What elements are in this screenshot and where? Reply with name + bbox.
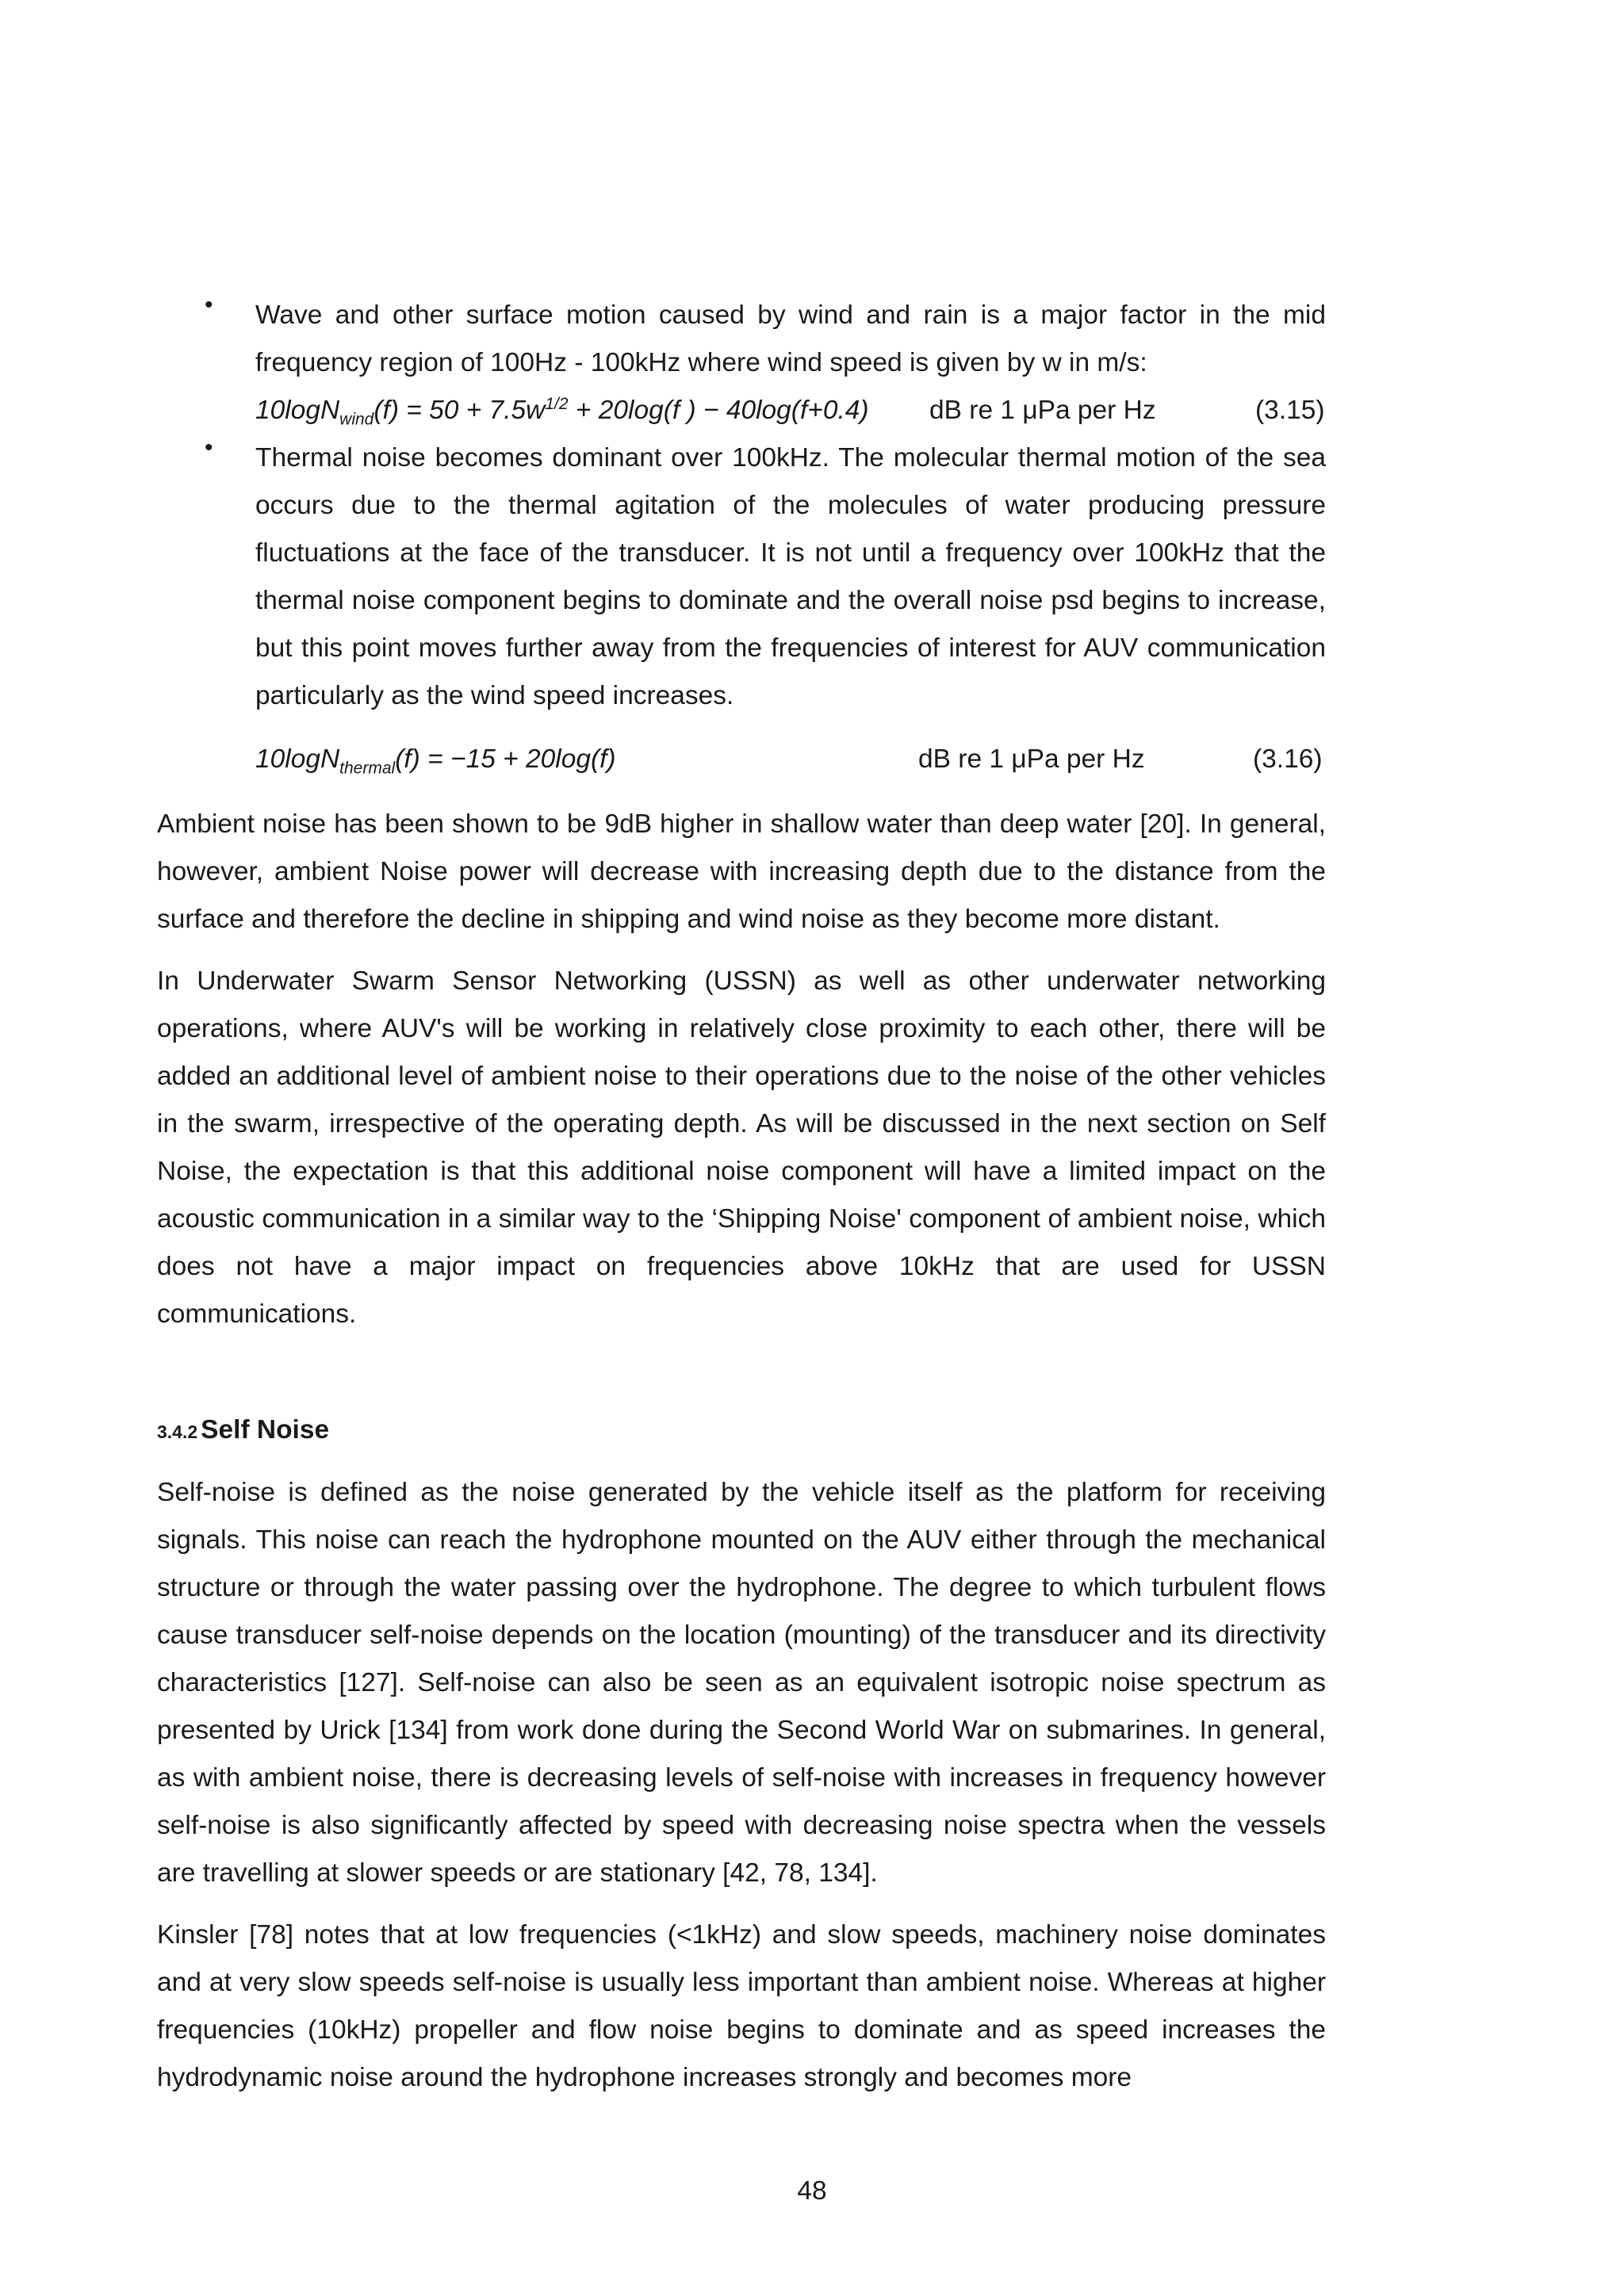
bullet-dot-icon: •	[205, 292, 213, 318]
equation-unit: dB re 1 μPa per Hz	[929, 396, 1156, 425]
section-number: 3.4.2	[157, 1422, 198, 1442]
equation-number: (3.15)	[1255, 396, 1325, 425]
section-heading	[157, 1406, 329, 1456]
paragraph: Self-noise is defined as the noise generated by the vehicle itself as the platform for receiving signals. This noise can reach the hydrophone mounted on the AUV either through the mechanical structure or through the water passing over the hydrophone. The degree to which turbulent flows cause transducer self-noise depends on the location (mounting) of the transducer and its directivity characteristics [127]. Self-noise can also be seen as an equivalent isotropic noise spectrum as presented by Urick [134] from work done during the Second World War on submarines. In general, as with ambient noise, there is decreasing levels of self-noise with increases in frequency however self-noise is also significantly affected by speed with decreasing noise spectra when the vessels are travelling at slower speeds or are stationary [42, 78, 134].	[157, 1478, 1326, 1888]
bullet-text: Thermal noise becomes dominant over 100kHz. The molecular thermal motion of the sea occurs due to the thermal agitation of the molecules of water producing pressure fluctuations at the face of the transducer. It is not until a frequency over 100kHz that the thermal noise component begins to dominate and the overall noise psd begins to increase, but this point moves further away from the frequencies of interest for AUV communication particularly as the wind speed increases.	[255, 443, 1326, 710]
body-text-before	[157, 801, 1326, 1338]
page-number: 48	[797, 2176, 827, 2206]
section-title: Self Noise	[201, 1415, 330, 1445]
bullet-dot-icon: •	[205, 434, 213, 461]
equation-expression: 10logN$_{thermal}$(f) = −15 + 20log(f)	[255, 744, 616, 778]
paragraph: In Underwater Swarm Sensor Networking (USSN) as well as other underwater networking operations, where AUV's will be working in relatively close proximity to each other, there will be added an additional level of ambient noise to their operations due to the noise of the other vehicles in the swarm, irrespective of the operating depth. As will be discussed in the next section on Self Noise, the expectation is that this additional noise component will have a limited impact on the acoustic communication in a similar way to the ‘Shipping Noise' component of ambient noise, which does not have a major impact on frequencies above 10kHz that are used for USSN communications.	[157, 966, 1326, 1329]
equation-number: (3.16)	[1253, 744, 1323, 774]
equation-unit: dB re 1 μPa per Hz	[918, 744, 1145, 774]
equation-3-16	[157, 736, 1326, 783]
paragraph: Ambient noise has been shown to be 9dB higher in shallow water than deep water [20]. In general, however, ambient Noise power will decrease with increasing depth due to the distance from the surface and therefore the decline in shipping and wind noise as they become more distant.	[157, 809, 1326, 934]
bullet-list	[157, 292, 1326, 783]
bullet-item	[157, 292, 1326, 387]
paragraph: Kinsler [78] notes that at low frequencies (<1kHz) and slow speeds, machinery noise dominates and at very slow speeds self-noise is usually less important than ambient noise. Whereas at higher frequencies (10kHz) propeller and flow noise begins to dominate and as speed increases the hydrodynamic noise around the hydrophone increases strongly and becomes more	[157, 1920, 1326, 2092]
bullet-text: Wave and other surface motion caused by wind and rain is a major factor in the mid frequency region of 100Hz - 100kHz where wind speed is given by w in m/s:	[255, 300, 1326, 377]
equation-expression: $10\log N_{wind}(f) = 50 + 7.5w^{1/2} + 20\log(f$ ) − 40log(f+0.4)	[255, 394, 869, 429]
bullet-item	[157, 434, 1326, 720]
equation-3-15	[157, 387, 1326, 434]
body-text-after	[157, 1469, 1326, 2102]
